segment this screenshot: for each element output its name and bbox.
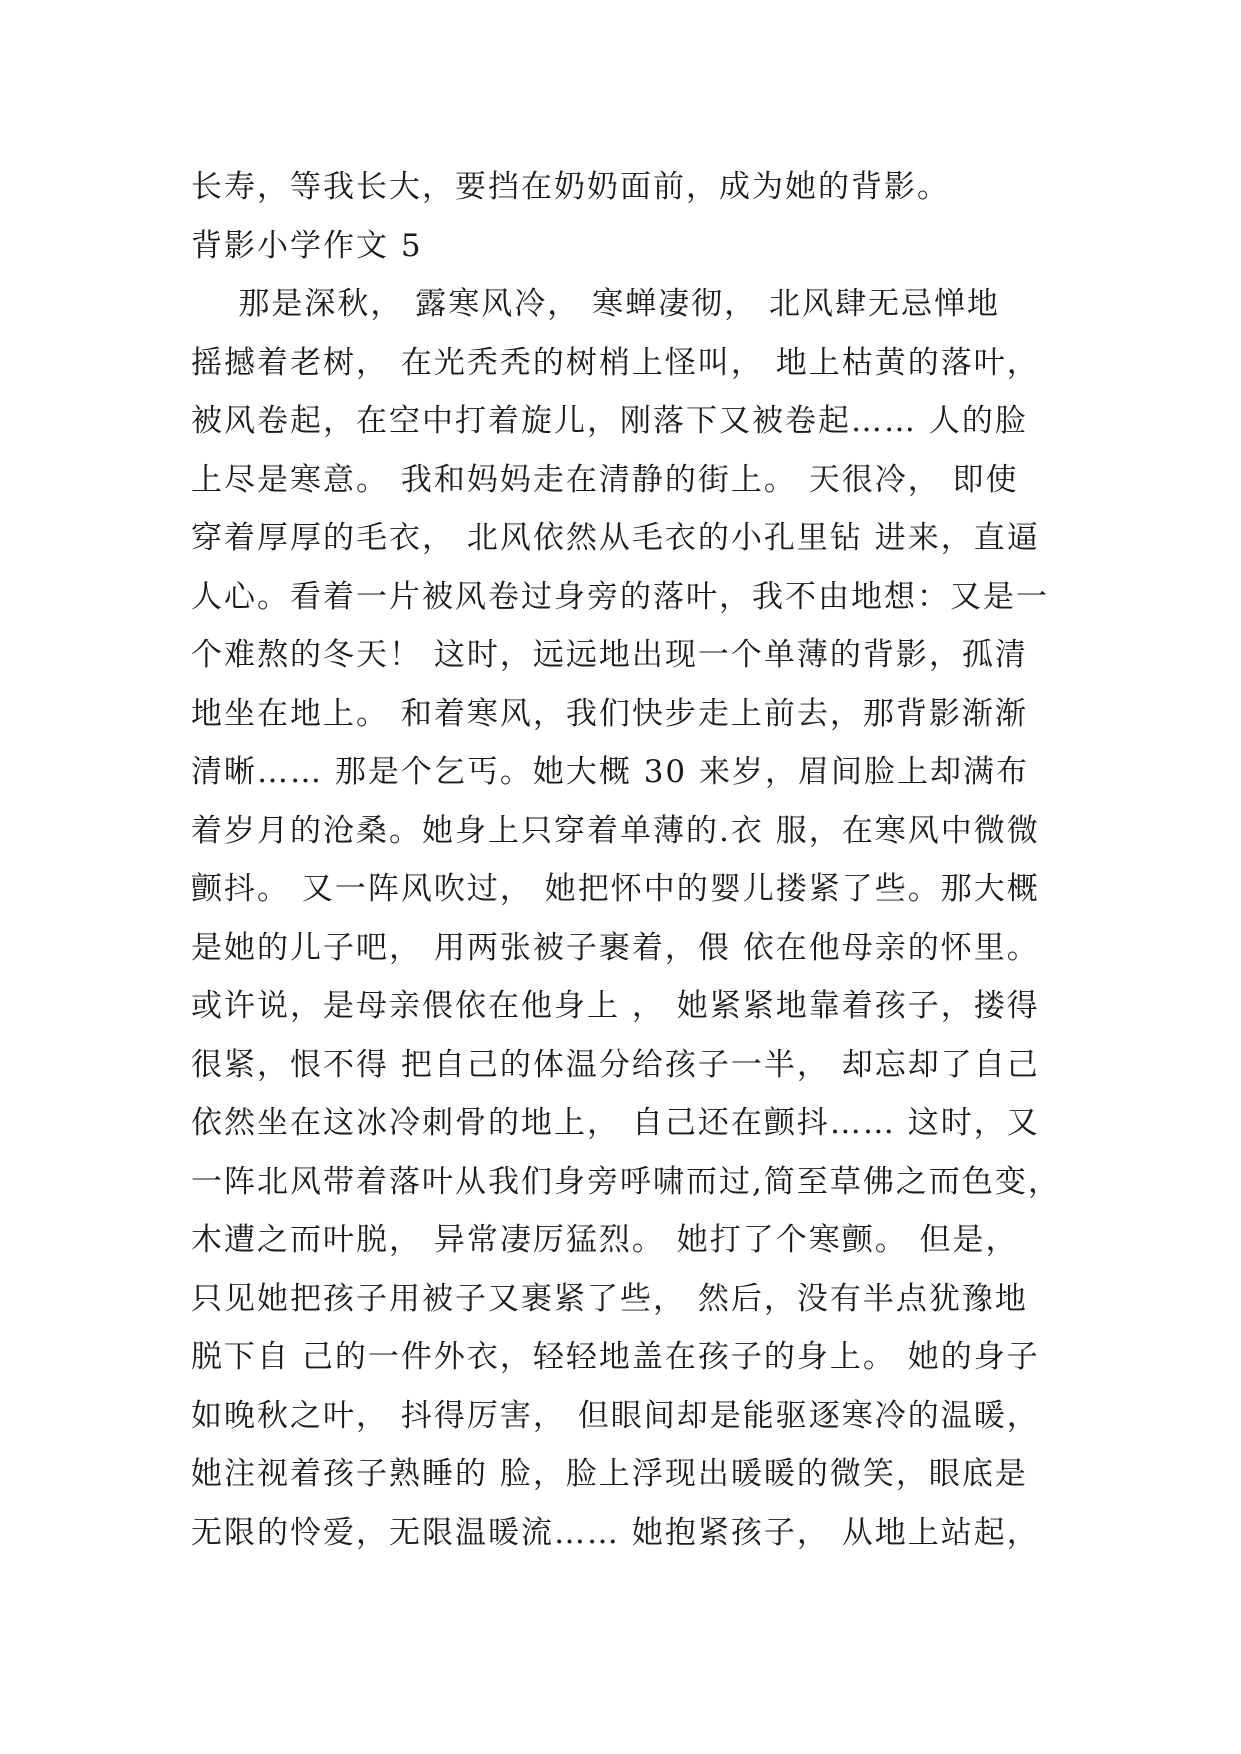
text-line: 颤抖。 又一阵风吹过， 她把怀中的婴儿搂紧了些。那大概: [191, 871, 1040, 907]
text-line: 上尽是寒意。 我和妈妈走在清静的街上。 天很冷， 即使: [191, 461, 1019, 498]
text-line: 如晚秋之叶， 抖得厉害， 但眼间却是能驱逐寒冷的温暖，: [191, 1397, 1040, 1434]
text-line: 个难熬的冬天！ 这时，远远地出现一个单薄的背影，孤清: [191, 637, 1028, 673]
text-line: 着岁月的沧桑。她身上只穿着单薄的.衣 服，在寒风中微微: [191, 812, 1040, 849]
text-line: 长寿，等我长大，要挡在奶奶面前，成为她的背影。: [191, 169, 950, 205]
text-line: 人心。看着一片被风卷过身旁的落叶，我不由地想：又是一: [191, 578, 1049, 615]
text-line: 很紧，恨不得 把自己的体温分给孩子一半， 却忘却了自己: [191, 1046, 1040, 1083]
text-line: 那是深秋， 露寒风冷， 寒蝉凄彻， 北风肆无忌惮地: [191, 286, 1000, 322]
text-line: 被风卷起，在空中打着旋儿，刚落下又被卷起…… 人的脸: [191, 403, 1028, 439]
text-line: 是她的儿子吧， 用两张被子裹着，偎 依在他母亲的怀里。: [191, 929, 1040, 966]
text-line: 或许说，是母亲偎依在他身上 ， 她紧紧地靠着孩子，搂得: [191, 988, 1040, 1024]
text-line: 无限的怜爱，无限温暖流…… 她抱紧孩子， 从地上站起，: [191, 1514, 1040, 1551]
text-line: 依然坐在这冰冷刺骨的地上， 自己还在颤抖…… 这时，又: [191, 1105, 1040, 1141]
text-line: 一阵北风带着落叶从我们身旁呼啸而过,简至草佛之而色变，: [191, 1163, 1061, 1200]
text-line: 穿着厚厚的毛衣， 北风依然从毛衣的小孔里钻 进来，直逼: [191, 520, 1040, 556]
text-line: 脱下自 己的一件外衣，轻轻地盖在孩子的身上。 她的身子: [191, 1339, 1040, 1375]
essay-heading: 背影小学作文 5: [191, 227, 423, 264]
text-line: 摇撼着老树， 在光秃秃的树梢上怪叫， 地上枯黄的落叶，: [191, 344, 1040, 381]
text-line: 清晰…… 那是个乞丐。她大概 30 来岁，眉间脸上却满布: [191, 754, 1030, 790]
text-line: 木遭之而叶脱， 异常凄厉猛烈。 她打了个寒颤。 但是，: [191, 1222, 1019, 1258]
essay-text: [191, 158, 1071, 1562]
text-line: 只见她把孩子用被子又裹紧了些， 然后，没有半点犹豫地: [191, 1280, 1028, 1317]
text-line: 地坐在地上。 和着寒风，我们快步走上前去，那背影渐渐: [191, 695, 1028, 732]
text-line: 她注视着孩子熟睡的 脸，脸上浮现出暖暖的微笑，眼底是: [191, 1456, 1028, 1492]
